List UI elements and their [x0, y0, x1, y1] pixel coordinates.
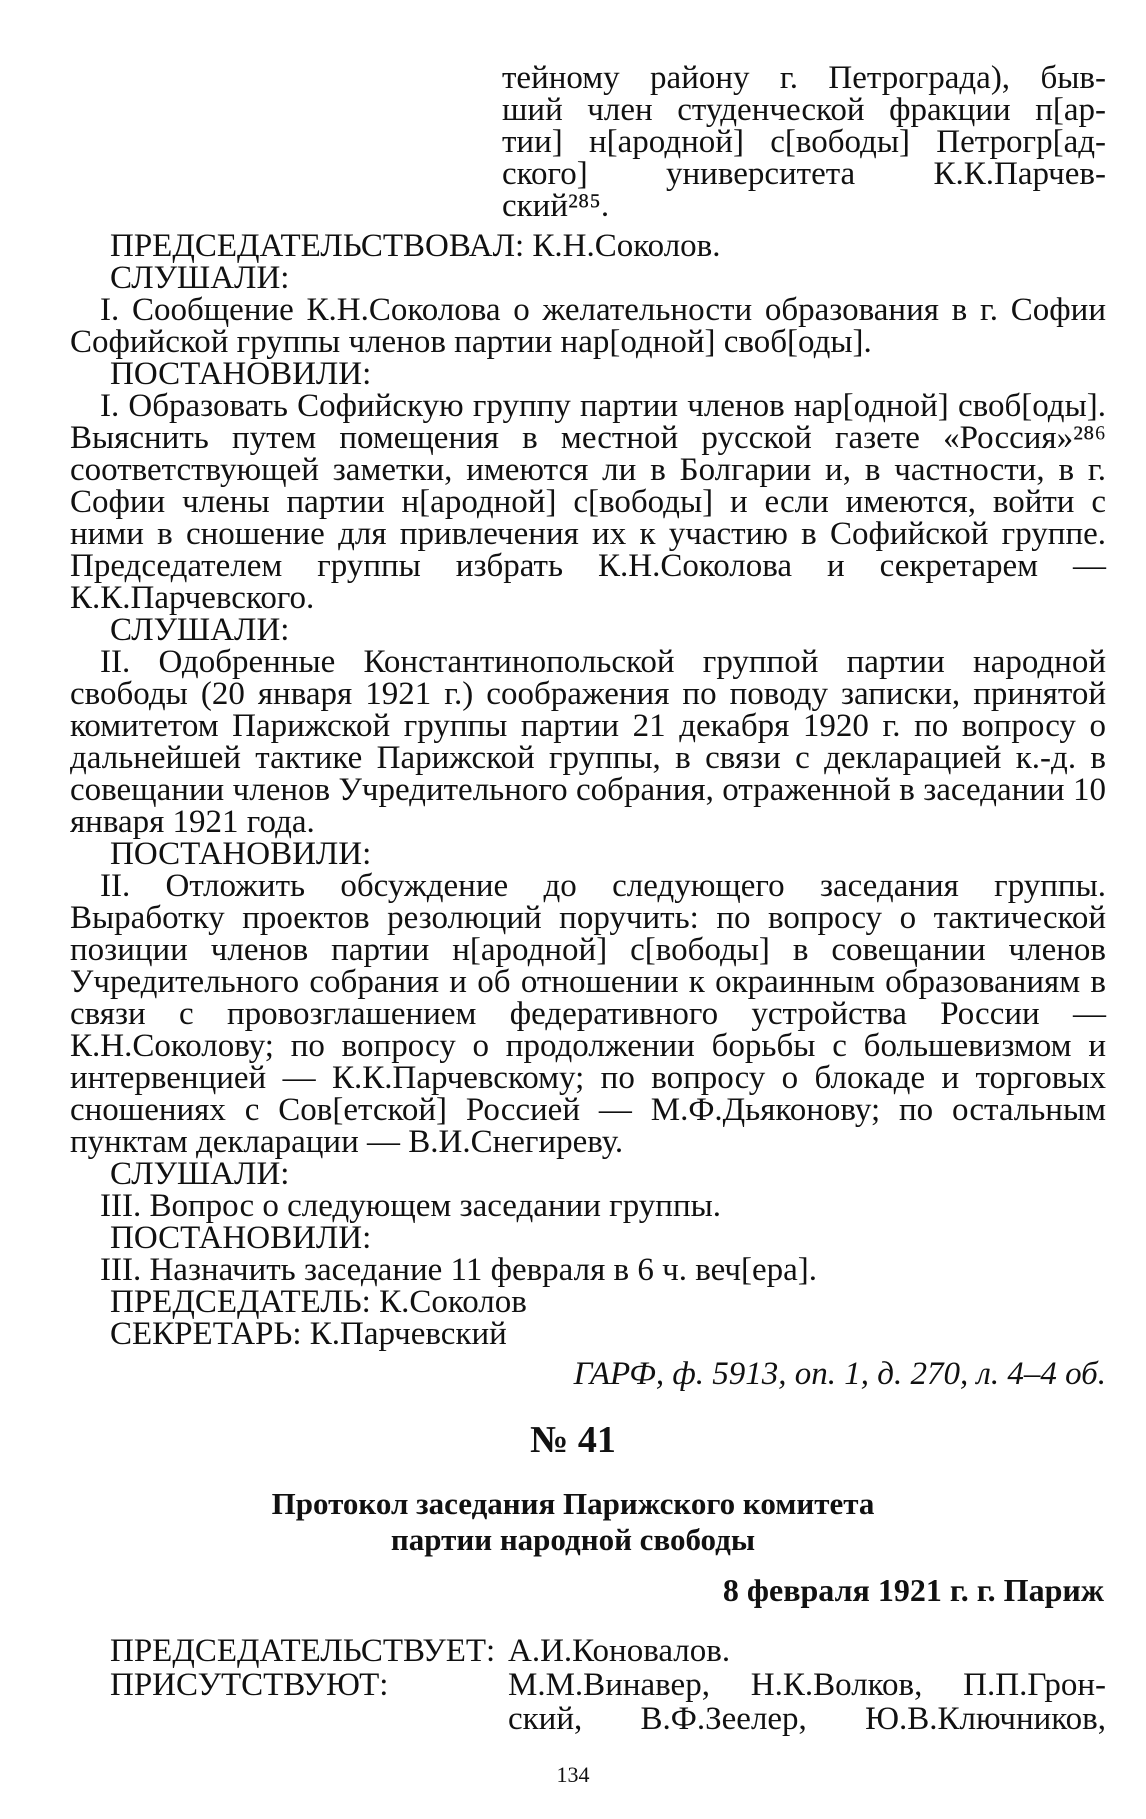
heard-label: СЛУШАЛИ: [110, 1156, 290, 1192]
heard-item-1: I. Сообщение К.Н.Соколова о желательности образования в г. Софии Софийской группы членов партии нар[одной] своб[оды]. [70, 292, 1106, 360]
heard-label: СЛУШАЛИ: [110, 260, 290, 296]
present-value-line: ский, В.Ф.Зеелер, Ю.В.Ключников, [508, 1701, 1106, 1737]
chairman-signature: ПРЕДСЕДАТЕЛЬ: К.Соколов [110, 1284, 527, 1320]
resolved-item-2: II. Отложить обсуждение до следующего заседания группы. Выработку проектов резолюций поручить: по вопросу о тактической позиции членов партии н[ародной] с[вободы] в совещании членов Учредительного собрания и об отношении к окраинным образованиям в связи с провозглашением федеративного устройства России — К.Н.Соколову; по вопросу о продолжении борьбы с большевизмом и интервенцией — К.К.Парчевскому; по вопросу о блокаде и торговых сношениях с Сов[етской] Россией — М.Ф.Дьяконову; по остальным пунктам декларации — В.И.Снегиреву. [70, 868, 1106, 1160]
presides-row [110, 1634, 1106, 1668]
heard-item-3: III. Вопрос о следующем заседании группы. [100, 1188, 722, 1224]
continued-paragraph [502, 62, 1106, 222]
present-label: ПРИСУТСТВУЮТ: [110, 1667, 389, 1703]
resolved-label: ПОСТАНОВИЛИ: [110, 1220, 372, 1256]
document-number: № 41 [530, 1419, 616, 1461]
heard-item-2: II. Одобренные Константинопольской группой партии народной свободы (20 января 1921 г.) соображения по поводу записки, принятой комитетом Парижской группы партии 21 декабря 1920 г. по вопросу о дальнейшей тактике Парижской группы, в связи с декларацией к.-д. в совещании членов Учредительного собрания, отраженной в заседании 10 января 1921 года. [70, 644, 1106, 840]
resolved-label: ПОСТАНОВИЛИ: [110, 836, 372, 872]
text-line: ского] университета К.К.Парчев- [502, 156, 1106, 192]
heard-label: СЛУШАЛИ: [110, 612, 290, 648]
document-title-line: Протокол заседания Парижского комитета [271, 1486, 875, 1521]
page-number: 134 [556, 1762, 590, 1787]
resolved-label: ПОСТАНОВИЛИ: [110, 356, 372, 392]
document-date-place: 8 февраля 1921 г. г. Париж [722, 1572, 1104, 1608]
document-title [0, 1486, 1146, 1558]
text-line: ший член студенческой фракции п[ар- [502, 92, 1106, 128]
present-value-line: М.М.Винавер, Н.К.Волков, П.П.Грон- [508, 1667, 1106, 1703]
text-line: тейному району г. Петрограда), быв- [502, 60, 1106, 96]
chair-line: ПРЕДСЕДАТЕЛЬСТВОВАЛ: К.Н.Соколов. [110, 228, 721, 264]
present-row [110, 1668, 1106, 1702]
resolved-item-1: I. Образовать Софийскую группу партии членов нар[одной] своб[оды]. Выяснить путем помещения в местной русской газете «Россия»²⁸⁶ соответствующей заметки, имеются ли в Болгарии и, в частности, в г. Софии члены партии н[ародной] с[вободы] и если имеются, войти с ними в сношение для привлечения их к участию в Софийской группе. Председателем группы избрать К.Н.Соколова и секретарем — К.К.Парчевского. [70, 388, 1106, 616]
presides-label: ПРЕДСЕДАТЕЛЬСТВУЕТ: [110, 1633, 496, 1669]
attendance-block [110, 1634, 1106, 1736]
text-line: ский²⁸⁵. [502, 188, 610, 224]
secretary-signature: СЕКРЕТАРЬ: К.Парчевский [110, 1316, 507, 1352]
archive-reference: ГАРФ, ф. 5913, оп. 1, д. 270, л. 4–4 об. [573, 1356, 1106, 1392]
present-continuation [110, 1702, 1106, 1736]
presides-value: А.И.Коновалов. [508, 1633, 731, 1669]
protocol-body [70, 230, 1106, 1350]
resolved-item-3: III. Назначить заседание 11 февраля в 6 ч. веч[ера]. [100, 1252, 818, 1288]
text-line: тии] н[ародной] с[вободы] Петрогр[ад- [502, 124, 1106, 160]
document-title-line: партии народной свободы [390, 1522, 756, 1557]
